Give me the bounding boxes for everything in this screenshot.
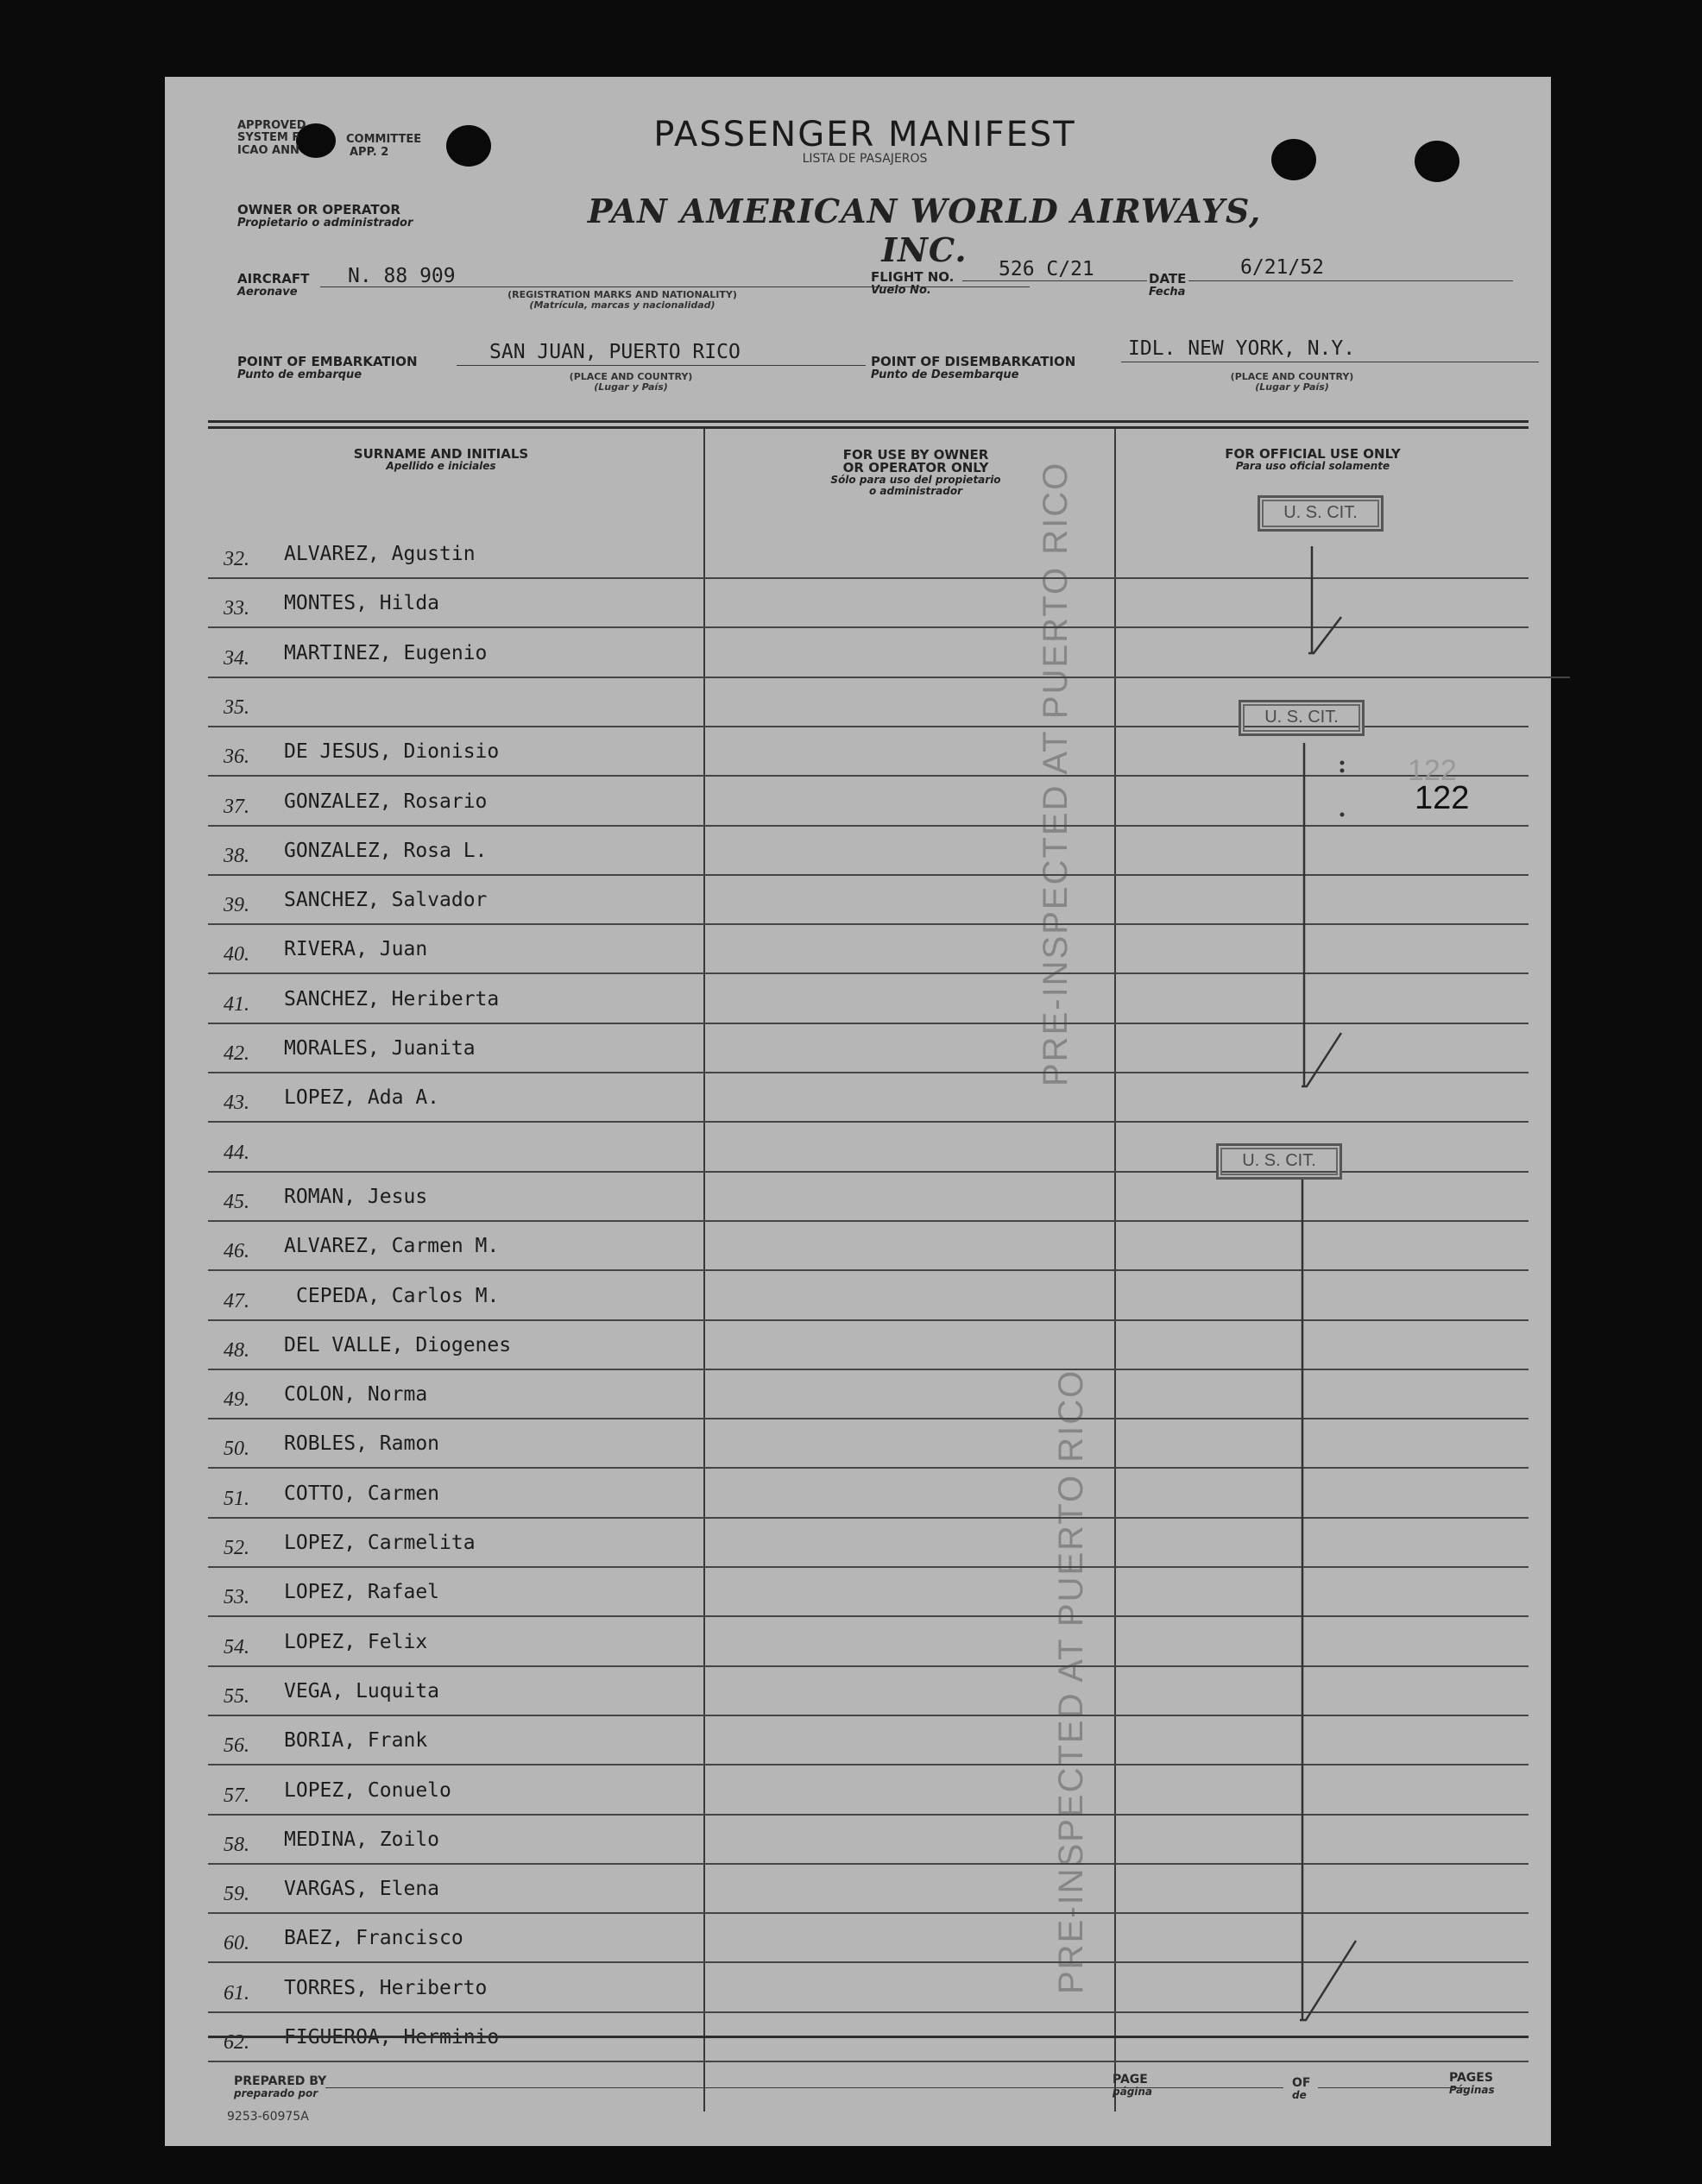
company-name: PAN AMERICAN WORLD AIRWAYS, INC. (587, 192, 1262, 269)
row-number: 41. (224, 993, 249, 1016)
row-number: 59. (224, 1883, 249, 1905)
row-number: 46. (224, 1240, 249, 1262)
column-header-owner-use-en: FOR USE BY OWNER OR OPERATOR ONLY (842, 447, 989, 475)
passenger-name: SANCHEZ, Heriberta (284, 988, 500, 1010)
row-number: 45. (224, 1191, 249, 1213)
registration-caption-en: (REGISTRATION MARKS AND NATIONALITY) (507, 289, 737, 300)
row-number: 50. (224, 1438, 249, 1460)
row-number: 47. (224, 1290, 249, 1312)
us-cit-stamp: U. S. CIT. (1258, 495, 1384, 532)
passenger-name: MARTINEZ, Eugenio (284, 642, 488, 664)
manifest-sheet (165, 77, 1551, 2146)
owner-label-es: Propietario o administrador (237, 217, 413, 230)
row-number: 51. (224, 1488, 249, 1510)
disembark-label-es: Punto de Desembarque (871, 368, 1019, 381)
pre-inspected-watermark: PRE-INSPECTED AT PUERTO RICO (1037, 461, 1075, 1086)
embark-value: SAN JUAN, PUERTO RICO (489, 341, 741, 363)
passenger-name: ROMAN, Jesus (284, 1186, 428, 1208)
embark-label-es: Punto de embarque (237, 368, 362, 381)
aircraft-value: N. 88 909 (348, 265, 456, 287)
passenger-name: LOPEZ, Rafael (284, 1581, 440, 1603)
passenger-name: DEL VALLE, Diogenes (284, 1334, 512, 1356)
passenger-name: TORRES, Heriberto (284, 1977, 488, 1999)
flight-value: 526 C/21 (999, 258, 1094, 280)
passenger-name: MORALES, Juanita (284, 1037, 476, 1060)
prepared-by-label-es: preparado por (234, 2087, 318, 2099)
registration-caption-es: (Matrícula, marcas y nacionalidad) (529, 299, 715, 311)
row-number: 49. (224, 1388, 249, 1411)
pre-inspected-watermark: PRE-INSPECTED AT PUERTO RICO (1052, 1369, 1090, 1994)
date-label-es: Fecha (1149, 286, 1186, 299)
passenger-name: LOPEZ, Conuelo (284, 1779, 451, 1802)
form-number: 9253-60975A (227, 2110, 309, 2124)
approval-line-5: APP. 2 (350, 146, 389, 159)
passenger-name: GONZALEZ, Rosa L. (284, 840, 488, 862)
row-number: 53. (224, 1586, 249, 1608)
passenger-name: GONZALEZ, Rosario (284, 790, 488, 813)
passenger-name: MEDINA, Zoilo (284, 1828, 440, 1851)
row-number: 58. (224, 1834, 249, 1856)
pages-label-es: Páginas (1449, 2084, 1495, 2096)
passenger-name: DE JESUS, Dionisio (284, 740, 500, 763)
row-number: 48. (224, 1339, 249, 1362)
page-label-en: PAGE (1113, 2073, 1148, 2086)
column-header-surname-en: SURNAME AND INITIALS (353, 446, 529, 462)
row-number: 34. (224, 647, 249, 670)
passenger-name: CEPEDA, Carlos M. (296, 1285, 500, 1307)
prepared-by-label (234, 2075, 326, 2099)
disembark-label-en: POINT OF DISEMBARKATION (871, 354, 1076, 369)
column-header-official-use-es: Para uso oficial solamente (1235, 460, 1390, 472)
of-label (1292, 2077, 1310, 2101)
passenger-name: SANCHEZ, Salvador (284, 889, 488, 911)
of-line (1318, 2087, 1465, 2088)
approval-line-1: APPROVED (237, 119, 306, 132)
passenger-name: COTTO, Carmen (284, 1482, 440, 1505)
embark-place-caption-es: (Lugar y País) (594, 381, 668, 393)
date-value: 6/21/52 (1240, 256, 1324, 279)
approval-line-4: ICAO ANN (237, 144, 299, 157)
row-number: 38. (224, 845, 249, 867)
passenger-name: ROBLES, Ramon (284, 1432, 440, 1455)
row-number: 35. (224, 696, 249, 719)
passenger-name: BAEZ, Francisco (284, 1927, 463, 1949)
of-label-es: de (1292, 2089, 1307, 2101)
passenger-name: LOPEZ, Ada A. (284, 1086, 440, 1109)
prepared-by-label-en: PREPARED BY (234, 2074, 327, 2088)
flight-label-es: Vuelo No. (871, 284, 931, 297)
owner-label-en: OWNER OR OPERATOR (237, 202, 400, 217)
row-number: 36. (224, 746, 249, 768)
pages-label-en: PAGES (1449, 2071, 1493, 2085)
column-header-official-use-en: FOR OFFICIAL USE ONLY (1225, 446, 1401, 462)
row-number: 62. (224, 2031, 249, 2054)
page-label (1113, 2074, 1152, 2098)
passenger-name: RIVERA, Juan (284, 938, 428, 960)
of-label-en: OF (1292, 2076, 1311, 2090)
passenger-name: ALVAREZ, Agustin (284, 543, 476, 565)
row-number: 32. (224, 548, 249, 570)
column-header-surname-es: Apellido e iniciales (386, 460, 496, 472)
inspection-check-marks (165, 77, 1551, 2146)
page-title: PASSENGER MANIFEST (653, 115, 1076, 154)
approval-line-3: COMMITTEE (346, 133, 422, 146)
footer-rule (208, 2036, 1529, 2038)
embark-place-caption-en: (PLACE AND COUNTRY) (569, 371, 693, 382)
row-number: 39. (224, 894, 249, 916)
row-number: 43. (224, 1092, 249, 1114)
passenger-name: VARGAS, Elena (284, 1878, 440, 1900)
page-number: 122 (1415, 780, 1470, 816)
row-number: 61. (224, 1982, 249, 2005)
row-number: 55. (224, 1685, 249, 1708)
approval-line-2: SYSTEM F (237, 131, 300, 144)
passenger-name: ALVAREZ, Carmen M. (284, 1235, 500, 1257)
passenger-name: MONTES, Hilda (284, 592, 440, 614)
aircraft-label-es: Aeronave (237, 286, 298, 299)
us-cit-stamp: U. S. CIT. (1216, 1143, 1342, 1180)
row-number: 37. (224, 796, 249, 818)
date-label-en: DATE (1149, 271, 1187, 286)
passenger-name: FIGUEROA, Herminio (284, 2026, 500, 2049)
column-header-owner-use-es: Sólo para uso del propietario o administrador (830, 474, 1001, 497)
page-title-es: LISTA DE PASAJEROS (802, 152, 928, 166)
disembark-place-caption-es: (Lugar y País) (1255, 381, 1329, 393)
disembark-value: IDL. NEW YORK, N.Y. (1128, 337, 1356, 360)
page-number-ghost: 122 (1408, 754, 1457, 787)
disembark-place-caption-en: (PLACE AND COUNTRY) (1230, 371, 1354, 382)
passenger-name: VEGA, Luquita (284, 1680, 440, 1703)
row-number: 42. (224, 1042, 249, 1065)
row-number: 57. (224, 1784, 249, 1807)
row-number: 40. (224, 943, 249, 966)
us-cit-stamp: U. S. CIT. (1239, 700, 1365, 736)
passenger-name: LOPEZ, Felix (284, 1631, 428, 1653)
page-label-es: página (1113, 2086, 1153, 2098)
row-number: 52. (224, 1537, 249, 1559)
flight-label-en: FLIGHT NO. (871, 269, 955, 285)
row-number: 60. (224, 1932, 249, 1954)
embark-label-en: POINT OF EMBARKATION (237, 354, 418, 369)
aircraft-label-en: AIRCRAFT (237, 271, 310, 286)
passenger-name: COLON, Norma (284, 1383, 428, 1406)
passenger-name: BORIA, Frank (284, 1729, 428, 1752)
row-number: 33. (224, 597, 249, 620)
row-number: 44. (224, 1142, 249, 1164)
pages-label (1449, 2072, 1495, 2096)
passenger-name: LOPEZ, Carmelita (284, 1532, 476, 1554)
row-number: 56. (224, 1734, 249, 1757)
row-number: 54. (224, 1636, 249, 1658)
